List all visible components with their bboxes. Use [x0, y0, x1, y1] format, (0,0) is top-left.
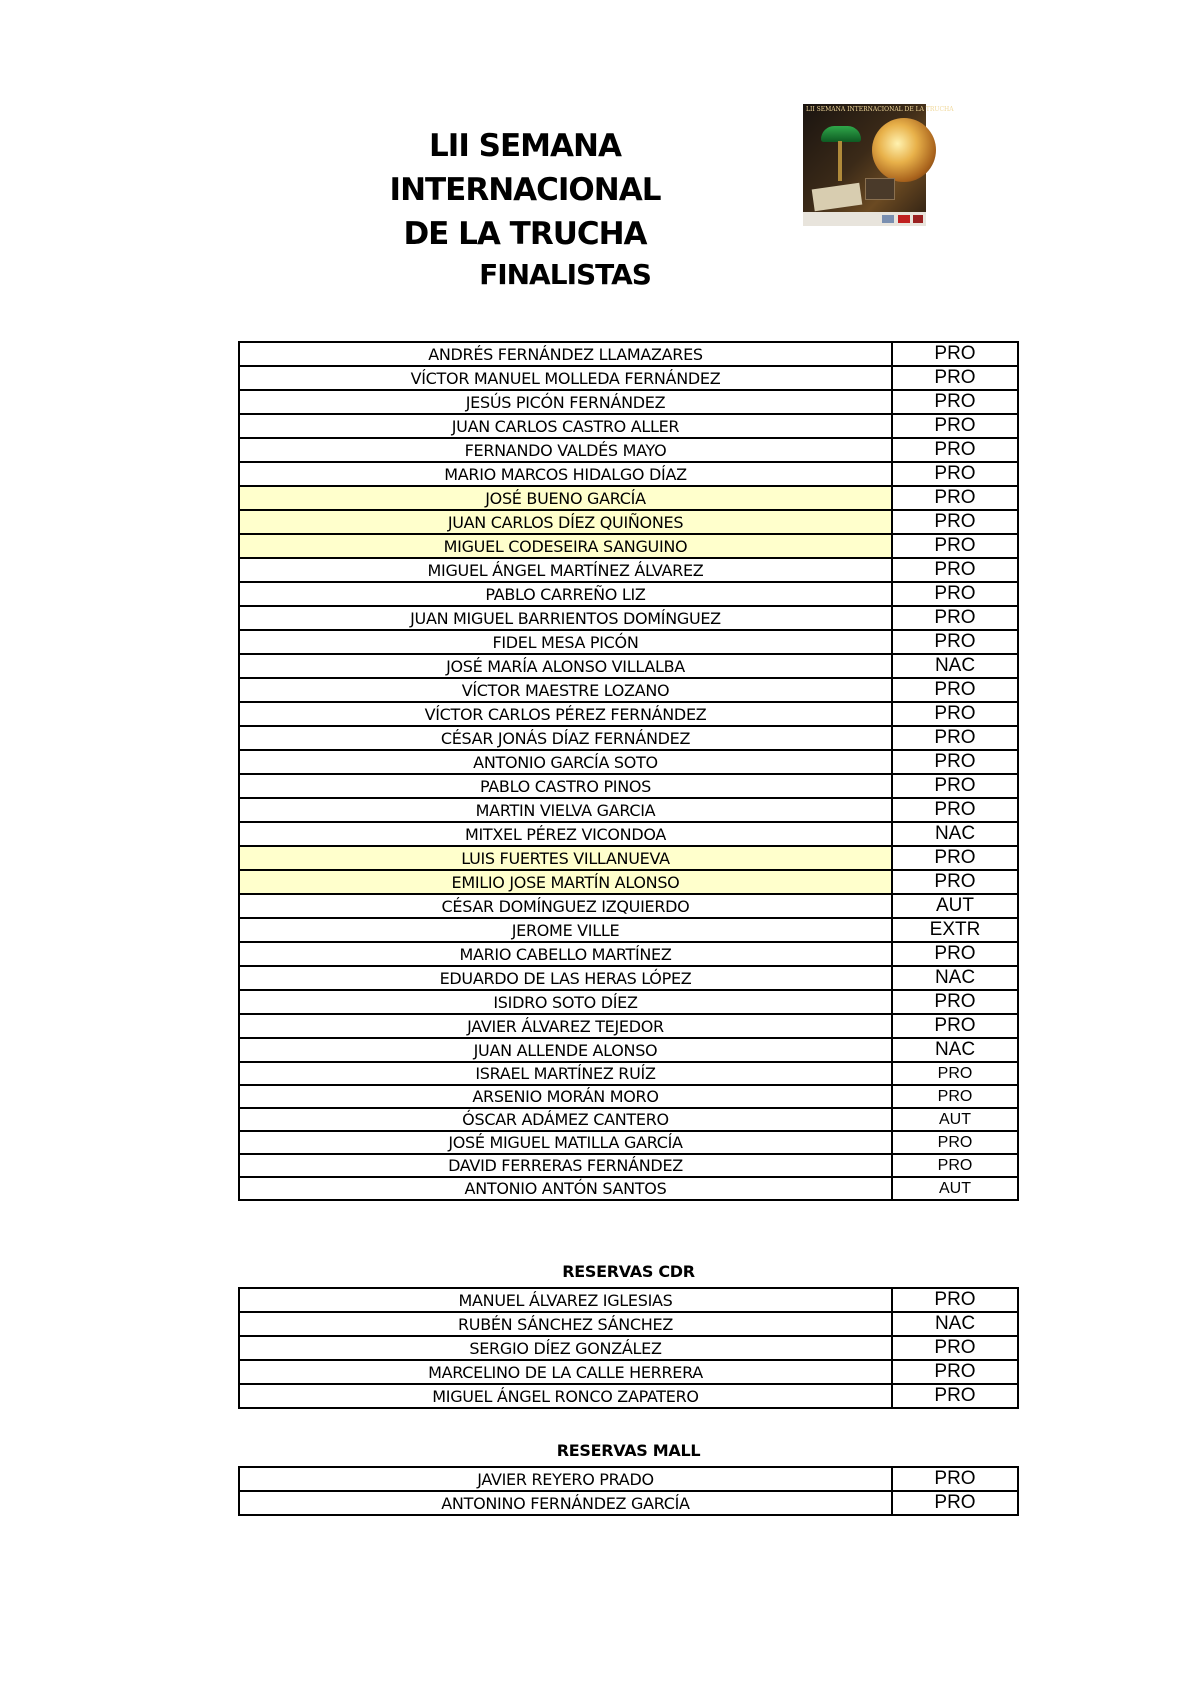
- lamp-graphic: [821, 126, 861, 142]
- table-row: [239, 414, 1018, 438]
- table-row: [239, 1336, 1018, 1360]
- participant-name: PABLO CARREÑO LIZ: [239, 582, 892, 606]
- table-row: [239, 750, 1018, 774]
- participant-name: VÍCTOR CARLOS PÉREZ FERNÁNDEZ: [239, 702, 892, 726]
- participant-category: AUT: [892, 1177, 1018, 1200]
- participant-category: PRO: [892, 1085, 1018, 1108]
- document-title: [290, 124, 760, 256]
- participant-category: PRO: [892, 630, 1018, 654]
- participant-name: ISIDRO SOTO DÍEZ: [239, 990, 892, 1014]
- table-row: [239, 534, 1018, 558]
- participant-category: PRO: [892, 1336, 1018, 1360]
- table-row: [239, 1062, 1018, 1085]
- participant-name: JUAN ALLENDE ALONSO: [239, 1038, 892, 1062]
- table-row: [239, 966, 1018, 990]
- reservas-mall-heading: [238, 1441, 1019, 1460]
- paper-graphic: [812, 183, 863, 211]
- participant-name: JEROME VILLE: [239, 918, 892, 942]
- participant-name: MITXEL PÉREZ VICONDOA: [239, 822, 892, 846]
- table-row: [239, 438, 1018, 462]
- sponsor-logo-3: [913, 215, 923, 223]
- title-line-2: DE LA TRUCHA: [403, 216, 647, 252]
- participant-category: PRO: [892, 558, 1018, 582]
- participant-category: PRO: [892, 342, 1018, 366]
- table-row: [239, 918, 1018, 942]
- participant-name: DAVID FERRERAS FERNÁNDEZ: [239, 1154, 892, 1177]
- participant-name: JAVIER ÁLVAREZ TEJEDOR: [239, 1014, 892, 1038]
- participant-name: LUIS FUERTES VILLANUEVA: [239, 846, 892, 870]
- reservas-mall-table: [238, 1466, 1019, 1516]
- participant-name: MANUEL ÁLVAREZ IGLESIAS: [239, 1288, 892, 1312]
- table-row: [239, 894, 1018, 918]
- participant-category: PRO: [892, 438, 1018, 462]
- participant-category: PRO: [892, 774, 1018, 798]
- participant-name: FIDEL MESA PICÓN: [239, 630, 892, 654]
- table-row: [239, 702, 1018, 726]
- reservas-cdr-table: [238, 1287, 1019, 1409]
- globe-graphic: [872, 118, 936, 182]
- participant-category: PRO: [892, 990, 1018, 1014]
- participant-category: NAC: [892, 1038, 1018, 1062]
- sponsor-logo-2: [898, 215, 910, 223]
- table-row: [239, 774, 1018, 798]
- participant-category: PRO: [892, 798, 1018, 822]
- participant-name: ANTONINO FERNÁNDEZ GARCÍA: [239, 1491, 892, 1515]
- table-row: [239, 798, 1018, 822]
- participant-name: ANTONIO GARCÍA SOTO: [239, 750, 892, 774]
- participant-category: PRO: [892, 846, 1018, 870]
- title-line-1: LII SEMANA INTERNACIONAL: [389, 128, 661, 208]
- table-row: [239, 1085, 1018, 1108]
- table-row: [239, 342, 1018, 366]
- participant-name: PABLO CASTRO PINOS: [239, 774, 892, 798]
- participant-name: VÍCTOR MAESTRE LOZANO: [239, 678, 892, 702]
- table-row: [239, 1288, 1018, 1312]
- table-row: [239, 942, 1018, 966]
- participant-category: PRO: [892, 1131, 1018, 1154]
- table-row: [239, 870, 1018, 894]
- participant-name: MARIO MARCOS HIDALGO DÍAZ: [239, 462, 892, 486]
- participant-name: SERGIO DÍEZ GONZÁLEZ: [239, 1336, 892, 1360]
- participant-category: AUT: [892, 894, 1018, 918]
- participant-name: JUAN CARLOS DÍEZ QUIÑONES: [239, 510, 892, 534]
- participant-name: ISRAEL MARTÍNEZ RUÍZ: [239, 1062, 892, 1085]
- table-row: [239, 1384, 1018, 1408]
- participant-name: ANDRÉS FERNÁNDEZ LLAMAZARES: [239, 342, 892, 366]
- table-row: [239, 654, 1018, 678]
- table-row: [239, 1108, 1018, 1131]
- table-row: [239, 558, 1018, 582]
- event-poster-image: [803, 104, 954, 226]
- participant-category: PRO: [892, 1491, 1018, 1515]
- table-row: [239, 582, 1018, 606]
- table-row: [239, 366, 1018, 390]
- participant-category: PRO: [892, 414, 1018, 438]
- participant-category: PRO: [892, 702, 1018, 726]
- participant-name: JUAN MIGUEL BARRIENTOS DOMÍNGUEZ: [239, 606, 892, 630]
- participant-name: MIGUEL ÁNGEL RONCO ZAPATERO: [239, 1384, 892, 1408]
- table-row: [239, 462, 1018, 486]
- participant-category: NAC: [892, 966, 1018, 990]
- participant-category: NAC: [892, 822, 1018, 846]
- participant-category: PRO: [892, 390, 1018, 414]
- participant-name: JAVIER REYERO PRADO: [239, 1467, 892, 1491]
- table-row: [239, 1360, 1018, 1384]
- table-row: [239, 822, 1018, 846]
- participant-category: NAC: [892, 1312, 1018, 1336]
- participant-category: PRO: [892, 1014, 1018, 1038]
- participant-category: PRO: [892, 1360, 1018, 1384]
- table-row: [239, 1038, 1018, 1062]
- reservas-cdr-heading-text: RESERVAS CDR: [562, 1262, 695, 1281]
- table-row: [239, 390, 1018, 414]
- participant-name: EMILIO JOSE MARTÍN ALONSO: [239, 870, 892, 894]
- participant-name: ANTONIO ANTÓN SANTOS: [239, 1177, 892, 1200]
- participant-category: PRO: [892, 750, 1018, 774]
- participant-category: PRO: [892, 726, 1018, 750]
- table-row: [239, 1014, 1018, 1038]
- table-row: [239, 1131, 1018, 1154]
- participant-name: FERNANDO VALDÉS MAYO: [239, 438, 892, 462]
- participant-category: PRO: [892, 366, 1018, 390]
- participant-name: JESÚS PICÓN FERNÁNDEZ: [239, 390, 892, 414]
- participant-category: PRO: [892, 942, 1018, 966]
- participant-name: MIGUEL ÁNGEL MARTÍNEZ ÁLVAREZ: [239, 558, 892, 582]
- participant-category: PRO: [892, 1062, 1018, 1085]
- participant-name: MARCELINO DE LA CALLE HERRERA: [239, 1360, 892, 1384]
- table-row: [239, 1491, 1018, 1515]
- participant-category: PRO: [892, 462, 1018, 486]
- participant-category: NAC: [892, 654, 1018, 678]
- participant-name: MARIO CABELLO MARTÍNEZ: [239, 942, 892, 966]
- participant-category: PRO: [892, 534, 1018, 558]
- participant-name: JUAN CARLOS CASTRO ALLER: [239, 414, 892, 438]
- table-row: [239, 510, 1018, 534]
- participant-category: PRO: [892, 678, 1018, 702]
- participant-category: PRO: [892, 606, 1018, 630]
- participant-category: PRO: [892, 1467, 1018, 1491]
- participant-category: PRO: [892, 870, 1018, 894]
- table-row: [239, 486, 1018, 510]
- box-graphic: [865, 178, 895, 200]
- table-row: [239, 1312, 1018, 1336]
- table-row: [239, 606, 1018, 630]
- participant-category: AUT: [892, 1108, 1018, 1131]
- table-row: [239, 846, 1018, 870]
- reservas-mall-heading-text: RESERVAS MALL: [556, 1441, 701, 1460]
- participant-name: EDUARDO DE LAS HERAS LÓPEZ: [239, 966, 892, 990]
- table-row: [239, 990, 1018, 1014]
- participant-name: CÉSAR JONÁS DÍAZ FERNÁNDEZ: [239, 726, 892, 750]
- participant-category: PRO: [892, 1154, 1018, 1177]
- participant-name: CÉSAR DOMÍNGUEZ IZQUIERDO: [239, 894, 892, 918]
- table-row: [239, 1467, 1018, 1491]
- participant-category: PRO: [892, 486, 1018, 510]
- participant-name: RUBÉN SÁNCHEZ SÁNCHEZ: [239, 1312, 892, 1336]
- participant-name: JOSÉ MARÍA ALONSO VILLALBA: [239, 654, 892, 678]
- participant-name: MARTIN VIELVA GARCIA: [239, 798, 892, 822]
- participant-name: VÍCTOR MANUEL MOLLEDA FERNÁNDEZ: [239, 366, 892, 390]
- participant-name: JOSÉ MIGUEL MATILLA GARCÍA: [239, 1131, 892, 1154]
- table-row: [239, 1177, 1018, 1200]
- lamp-stem-graphic: [838, 141, 842, 181]
- finalistas-table: [238, 341, 1019, 1201]
- participant-category: PRO: [892, 510, 1018, 534]
- participant-category: EXTR: [892, 918, 1018, 942]
- participant-name: MIGUEL CODESEIRA SANGUINO: [239, 534, 892, 558]
- participant-category: PRO: [892, 1288, 1018, 1312]
- participant-name: ARSENIO MORÁN MORO: [239, 1085, 892, 1108]
- participant-category: PRO: [892, 1384, 1018, 1408]
- table-row: [239, 678, 1018, 702]
- participant-name: ÓSCAR ADÁMEZ CANTERO: [239, 1108, 892, 1131]
- section-title-finalistas: FINALISTAS: [479, 258, 651, 291]
- table-row: [239, 1154, 1018, 1177]
- table-row: [239, 630, 1018, 654]
- table-row: [239, 726, 1018, 750]
- participant-category: PRO: [892, 582, 1018, 606]
- participant-name: JOSÉ BUENO GARCÍA: [239, 486, 892, 510]
- poster-title: LII SEMANA INTERNACIONAL DE LA TRUCHA: [806, 106, 954, 113]
- sponsor-logo-1: [882, 215, 894, 223]
- reservas-cdr-heading: [238, 1262, 1019, 1281]
